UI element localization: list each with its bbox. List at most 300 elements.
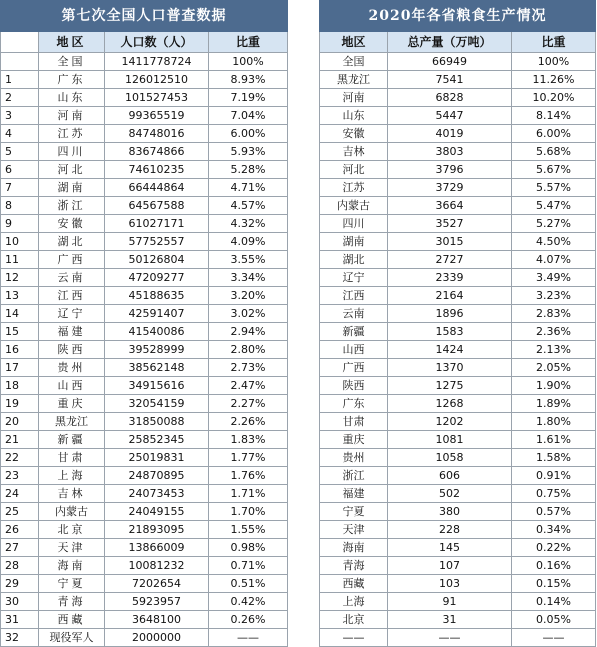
grain-share: 2.36% <box>512 323 596 341</box>
census-region: 江苏 <box>39 125 105 143</box>
census-row <box>1 341 288 359</box>
census-region: 全国 <box>39 53 105 71</box>
grain-share: 1.80% <box>512 413 596 431</box>
grain-share: 2.13% <box>512 341 596 359</box>
grain-share: 11.26% <box>512 71 596 89</box>
census-region: 宁夏 <box>39 575 105 593</box>
census-row <box>1 539 288 557</box>
census-region: 西藏 <box>39 611 105 629</box>
census-row <box>1 377 288 395</box>
grain-region: 山东 <box>320 107 388 125</box>
census-rank: 18 <box>1 377 39 395</box>
census-rank: 15 <box>1 323 39 341</box>
grain-row <box>320 629 596 647</box>
grain-output: 5447 <box>388 107 512 125</box>
census-population: 7202654 <box>105 575 209 593</box>
grain-region: 广西 <box>320 359 388 377</box>
census-share: 5.28% <box>209 161 288 179</box>
grain-output: 107 <box>388 557 512 575</box>
grain-region: 吉林 <box>320 143 388 161</box>
census-population: 25019831 <box>105 449 209 467</box>
grain-output: 3796 <box>388 161 512 179</box>
census-share: 100% <box>209 53 288 71</box>
census-share: 1.83% <box>209 431 288 449</box>
grain-output: 1202 <box>388 413 512 431</box>
grain-share: 4.50% <box>512 233 596 251</box>
census-header-cell: 比重 <box>209 32 288 53</box>
grain-region: 河北 <box>320 161 388 179</box>
census-header-index <box>1 32 39 53</box>
grain-output: 4019 <box>388 125 512 143</box>
grain-share: 1.90% <box>512 377 596 395</box>
grain-row <box>320 305 596 323</box>
grain-region: 山西 <box>320 341 388 359</box>
grain-row <box>320 341 596 359</box>
census-rank: 6 <box>1 161 39 179</box>
census-header-cell: 人口数（人） <box>105 32 209 53</box>
census-share: 2.73% <box>209 359 288 377</box>
census-population: 83674866 <box>105 143 209 161</box>
census-population: 1411778724 <box>105 53 209 71</box>
census-population: 3648100 <box>105 611 209 629</box>
census-region: 甘肃 <box>39 449 105 467</box>
grain-output: 228 <box>388 521 512 539</box>
census-rank: 17 <box>1 359 39 377</box>
grain-share: 3.49% <box>512 269 596 287</box>
grain-output: 31 <box>388 611 512 629</box>
census-share: 1.70% <box>209 503 288 521</box>
census-share: 2.80% <box>209 341 288 359</box>
census-share: 3.20% <box>209 287 288 305</box>
census-share: 2.26% <box>209 413 288 431</box>
grain-output: —— <box>388 629 512 647</box>
grain-region: 四川 <box>320 215 388 233</box>
census-row <box>1 269 288 287</box>
census-population: 66444864 <box>105 179 209 197</box>
census-row <box>1 233 288 251</box>
census-row <box>1 431 288 449</box>
grain-header-cell: 地区 <box>320 32 388 53</box>
grain-share: 0.05% <box>512 611 596 629</box>
census-region: 现役军人 <box>39 629 105 647</box>
grain-output: 6828 <box>388 89 512 107</box>
census-population: 24049155 <box>105 503 209 521</box>
census-row <box>1 629 288 647</box>
census-share: 0.71% <box>209 557 288 575</box>
census-region: 重庆 <box>39 395 105 413</box>
grain-output: 380 <box>388 503 512 521</box>
census-rank: 32 <box>1 629 39 647</box>
census-population: 101527453 <box>105 89 209 107</box>
census-row <box>1 395 288 413</box>
grain-share: 1.61% <box>512 431 596 449</box>
census-rank: 27 <box>1 539 39 557</box>
grain-row <box>320 197 596 215</box>
census-row <box>1 179 288 197</box>
census-share: 1.71% <box>209 485 288 503</box>
census-share: 8.93% <box>209 71 288 89</box>
census-share: 0.42% <box>209 593 288 611</box>
grain-output: 2727 <box>388 251 512 269</box>
census-rank: 30 <box>1 593 39 611</box>
grain-row <box>320 557 596 575</box>
census-rank: 29 <box>1 575 39 593</box>
census-region: 广东 <box>39 71 105 89</box>
census-population: 84748016 <box>105 125 209 143</box>
grain-row <box>320 611 596 629</box>
census-rank: 24 <box>1 485 39 503</box>
grain-row <box>320 269 596 287</box>
grain-share: 0.16% <box>512 557 596 575</box>
census-rank: 23 <box>1 467 39 485</box>
census-share: 7.19% <box>209 89 288 107</box>
grain-output: 1896 <box>388 305 512 323</box>
grain-row <box>320 251 596 269</box>
census-header-row <box>1 32 288 53</box>
census-region: 青海 <box>39 593 105 611</box>
census-region: 吉林 <box>39 485 105 503</box>
census-share: 1.76% <box>209 467 288 485</box>
grain-row <box>320 161 596 179</box>
grain-output: 1081 <box>388 431 512 449</box>
census-population: 126012510 <box>105 71 209 89</box>
grain-region: 江西 <box>320 287 388 305</box>
census-population: 2000000 <box>105 629 209 647</box>
grain-output: 3803 <box>388 143 512 161</box>
grain-output: 2164 <box>388 287 512 305</box>
census-region: 山西 <box>39 377 105 395</box>
census-share: 1.55% <box>209 521 288 539</box>
grain-row <box>320 287 596 305</box>
census-share: 4.71% <box>209 179 288 197</box>
grain-region: 湖北 <box>320 251 388 269</box>
grain-region: 新疆 <box>320 323 388 341</box>
grain-region: 河南 <box>320 89 388 107</box>
grain-share: 0.75% <box>512 485 596 503</box>
grain-share: 2.83% <box>512 305 596 323</box>
census-region: 河南 <box>39 107 105 125</box>
census-region: 广西 <box>39 251 105 269</box>
grain-share: 5.68% <box>512 143 596 161</box>
grain-output: 3015 <box>388 233 512 251</box>
grain-region: 宁夏 <box>320 503 388 521</box>
census-rank: 31 <box>1 611 39 629</box>
grain-share: 3.23% <box>512 287 596 305</box>
grain-row <box>320 521 596 539</box>
census-rank: 1 <box>1 71 39 89</box>
grain-region: 湖南 <box>320 233 388 251</box>
census-row <box>1 161 288 179</box>
census-share: 3.55% <box>209 251 288 269</box>
grain-share: 6.00% <box>512 125 596 143</box>
census-population: 42591407 <box>105 305 209 323</box>
grain-share: 2.05% <box>512 359 596 377</box>
grain-share: 5.67% <box>512 161 596 179</box>
census-row <box>1 521 288 539</box>
census-rank: 5 <box>1 143 39 161</box>
grain-region: 北京 <box>320 611 388 629</box>
grain-row <box>320 359 596 377</box>
grain-row <box>320 449 596 467</box>
census-region: 海南 <box>39 557 105 575</box>
grain-output: 7541 <box>388 71 512 89</box>
census-population: 99365519 <box>105 107 209 125</box>
grain-output: 3729 <box>388 179 512 197</box>
census-row <box>1 557 288 575</box>
grain-row <box>320 53 596 71</box>
census-row <box>1 467 288 485</box>
grain-region: 贵州 <box>320 449 388 467</box>
grain-region: 陕西 <box>320 377 388 395</box>
grain-output: 502 <box>388 485 512 503</box>
census-region: 江西 <box>39 287 105 305</box>
census-rank: 19 <box>1 395 39 413</box>
census-rank: 2 <box>1 89 39 107</box>
census-row <box>1 359 288 377</box>
census-rank: 12 <box>1 269 39 287</box>
grain-row <box>320 71 596 89</box>
census-population: 41540086 <box>105 323 209 341</box>
census-row <box>1 89 288 107</box>
census-population: 10081232 <box>105 557 209 575</box>
census-share: 1.77% <box>209 449 288 467</box>
census-region: 北京 <box>39 521 105 539</box>
census-share: 2.27% <box>209 395 288 413</box>
census-share: 4.57% <box>209 197 288 215</box>
census-region: 上海 <box>39 467 105 485</box>
census-rank: 26 <box>1 521 39 539</box>
census-population: 74610235 <box>105 161 209 179</box>
census-rank: 22 <box>1 449 39 467</box>
grain-row <box>320 485 596 503</box>
census-row <box>1 593 288 611</box>
census-region: 福建 <box>39 323 105 341</box>
grain-share: 0.91% <box>512 467 596 485</box>
grain-row <box>320 575 596 593</box>
census-rank: 4 <box>1 125 39 143</box>
grain-share: 0.34% <box>512 521 596 539</box>
grain-output: 1424 <box>388 341 512 359</box>
grain-row <box>320 143 596 161</box>
census-row <box>1 71 288 89</box>
census-row <box>1 197 288 215</box>
census-row <box>1 107 288 125</box>
grain-region: 福建 <box>320 485 388 503</box>
grain-region: 内蒙古 <box>320 197 388 215</box>
census-population: 47209277 <box>105 269 209 287</box>
census-title: 第七次全国人口普查数据 <box>1 1 288 32</box>
grain-row <box>320 233 596 251</box>
grain-output: 1370 <box>388 359 512 377</box>
grain-row <box>320 413 596 431</box>
grain-share: 1.89% <box>512 395 596 413</box>
grain-share: 0.57% <box>512 503 596 521</box>
census-population: 57752557 <box>105 233 209 251</box>
census-share: 0.98% <box>209 539 288 557</box>
grain-row <box>320 377 596 395</box>
census-rank: 9 <box>1 215 39 233</box>
grain-row <box>320 395 596 413</box>
census-region: 河北 <box>39 161 105 179</box>
census-region: 陕西 <box>39 341 105 359</box>
census-rank: 11 <box>1 251 39 269</box>
grain-output: 606 <box>388 467 512 485</box>
census-rank: 28 <box>1 557 39 575</box>
census-region: 黑龙江 <box>39 413 105 431</box>
census-share: 0.26% <box>209 611 288 629</box>
grain-share: 10.20% <box>512 89 596 107</box>
grain-output: 1583 <box>388 323 512 341</box>
census-share: 5.93% <box>209 143 288 161</box>
census-share: —— <box>209 629 288 647</box>
census-population: 25852345 <box>105 431 209 449</box>
grain-share: 1.58% <box>512 449 596 467</box>
census-row <box>1 413 288 431</box>
census-title-row <box>1 1 288 32</box>
grain-row <box>320 179 596 197</box>
grain-output: 3664 <box>388 197 512 215</box>
grain-share: 0.14% <box>512 593 596 611</box>
grain-region: 西藏 <box>320 575 388 593</box>
census-share: 3.34% <box>209 269 288 287</box>
census-rank: 13 <box>1 287 39 305</box>
census-table <box>0 0 288 647</box>
grain-share: 0.15% <box>512 575 596 593</box>
census-share: 2.94% <box>209 323 288 341</box>
census-population: 61027171 <box>105 215 209 233</box>
census-row <box>1 503 288 521</box>
grain-row <box>320 125 596 143</box>
census-population: 24073453 <box>105 485 209 503</box>
census-rank: 7 <box>1 179 39 197</box>
census-row <box>1 125 288 143</box>
grain-output: 1268 <box>388 395 512 413</box>
grain-row <box>320 503 596 521</box>
grain-header-row <box>320 32 596 53</box>
grain-output: 91 <box>388 593 512 611</box>
census-population: 24870895 <box>105 467 209 485</box>
grain-row <box>320 107 596 125</box>
grain-region: 天津 <box>320 521 388 539</box>
census-row <box>1 485 288 503</box>
census-region: 安徽 <box>39 215 105 233</box>
grain-row <box>320 539 596 557</box>
census-population: 5923957 <box>105 593 209 611</box>
grain-region: 云南 <box>320 305 388 323</box>
grain-output: 3527 <box>388 215 512 233</box>
census-region: 浙江 <box>39 197 105 215</box>
census-region: 湖北 <box>39 233 105 251</box>
census-rank: 16 <box>1 341 39 359</box>
census-row <box>1 287 288 305</box>
grain-row <box>320 215 596 233</box>
census-share: 2.47% <box>209 377 288 395</box>
grain-region: 黑龙江 <box>320 71 388 89</box>
grain-table <box>319 0 596 647</box>
grain-share: 100% <box>512 53 596 71</box>
grain-share: 8.14% <box>512 107 596 125</box>
grain-region: 甘肃 <box>320 413 388 431</box>
census-region: 辽宁 <box>39 305 105 323</box>
census-population: 31850088 <box>105 413 209 431</box>
census-row <box>1 305 288 323</box>
census-region: 内蒙古 <box>39 503 105 521</box>
census-population: 38562148 <box>105 359 209 377</box>
census-region: 山东 <box>39 89 105 107</box>
census-row <box>1 575 288 593</box>
grain-share: 5.47% <box>512 197 596 215</box>
census-share: 6.00% <box>209 125 288 143</box>
grain-row <box>320 323 596 341</box>
grain-region: 安徽 <box>320 125 388 143</box>
census-rank: 3 <box>1 107 39 125</box>
grain-region: 海南 <box>320 539 388 557</box>
census-region: 云南 <box>39 269 105 287</box>
grain-share: —— <box>512 629 596 647</box>
grain-region: 重庆 <box>320 431 388 449</box>
grain-output: 66949 <box>388 53 512 71</box>
grain-share: 5.27% <box>512 215 596 233</box>
census-row <box>1 611 288 629</box>
grain-row <box>320 467 596 485</box>
grain-row <box>320 89 596 107</box>
census-header-cell: 地区 <box>39 32 105 53</box>
grain-output: 145 <box>388 539 512 557</box>
census-rank: 21 <box>1 431 39 449</box>
census-row <box>1 53 288 71</box>
grain-share: 4.07% <box>512 251 596 269</box>
census-region: 湖南 <box>39 179 105 197</box>
grain-output: 1275 <box>388 377 512 395</box>
census-share: 3.02% <box>209 305 288 323</box>
census-share: 0.51% <box>209 575 288 593</box>
grain-header-cell: 比重 <box>512 32 596 53</box>
census-row <box>1 215 288 233</box>
census-rank: 20 <box>1 413 39 431</box>
census-row <box>1 143 288 161</box>
census-population: 39528999 <box>105 341 209 359</box>
census-row <box>1 251 288 269</box>
census-row <box>1 449 288 467</box>
census-population: 34915616 <box>105 377 209 395</box>
grain-share: 0.22% <box>512 539 596 557</box>
census-region: 新疆 <box>39 431 105 449</box>
grain-output: 103 <box>388 575 512 593</box>
grain-region: 广东 <box>320 395 388 413</box>
grain-share: 5.57% <box>512 179 596 197</box>
grain-header-cell: 总产量（万吨） <box>388 32 512 53</box>
grain-row <box>320 593 596 611</box>
grain-region: 全国 <box>320 53 388 71</box>
grain-region: 江苏 <box>320 179 388 197</box>
grain-row <box>320 431 596 449</box>
census-region: 四川 <box>39 143 105 161</box>
grain-region: 浙江 <box>320 467 388 485</box>
census-population: 45188635 <box>105 287 209 305</box>
grain-region: 青海 <box>320 557 388 575</box>
census-rank: 14 <box>1 305 39 323</box>
census-population: 32054159 <box>105 395 209 413</box>
census-population: 50126804 <box>105 251 209 269</box>
census-share: 4.09% <box>209 233 288 251</box>
census-population: 21893095 <box>105 521 209 539</box>
census-region: 天津 <box>39 539 105 557</box>
census-rank: 10 <box>1 233 39 251</box>
census-population: 13866009 <box>105 539 209 557</box>
grain-region: 辽宁 <box>320 269 388 287</box>
grain-title-row <box>320 1 596 32</box>
grain-output: 2339 <box>388 269 512 287</box>
